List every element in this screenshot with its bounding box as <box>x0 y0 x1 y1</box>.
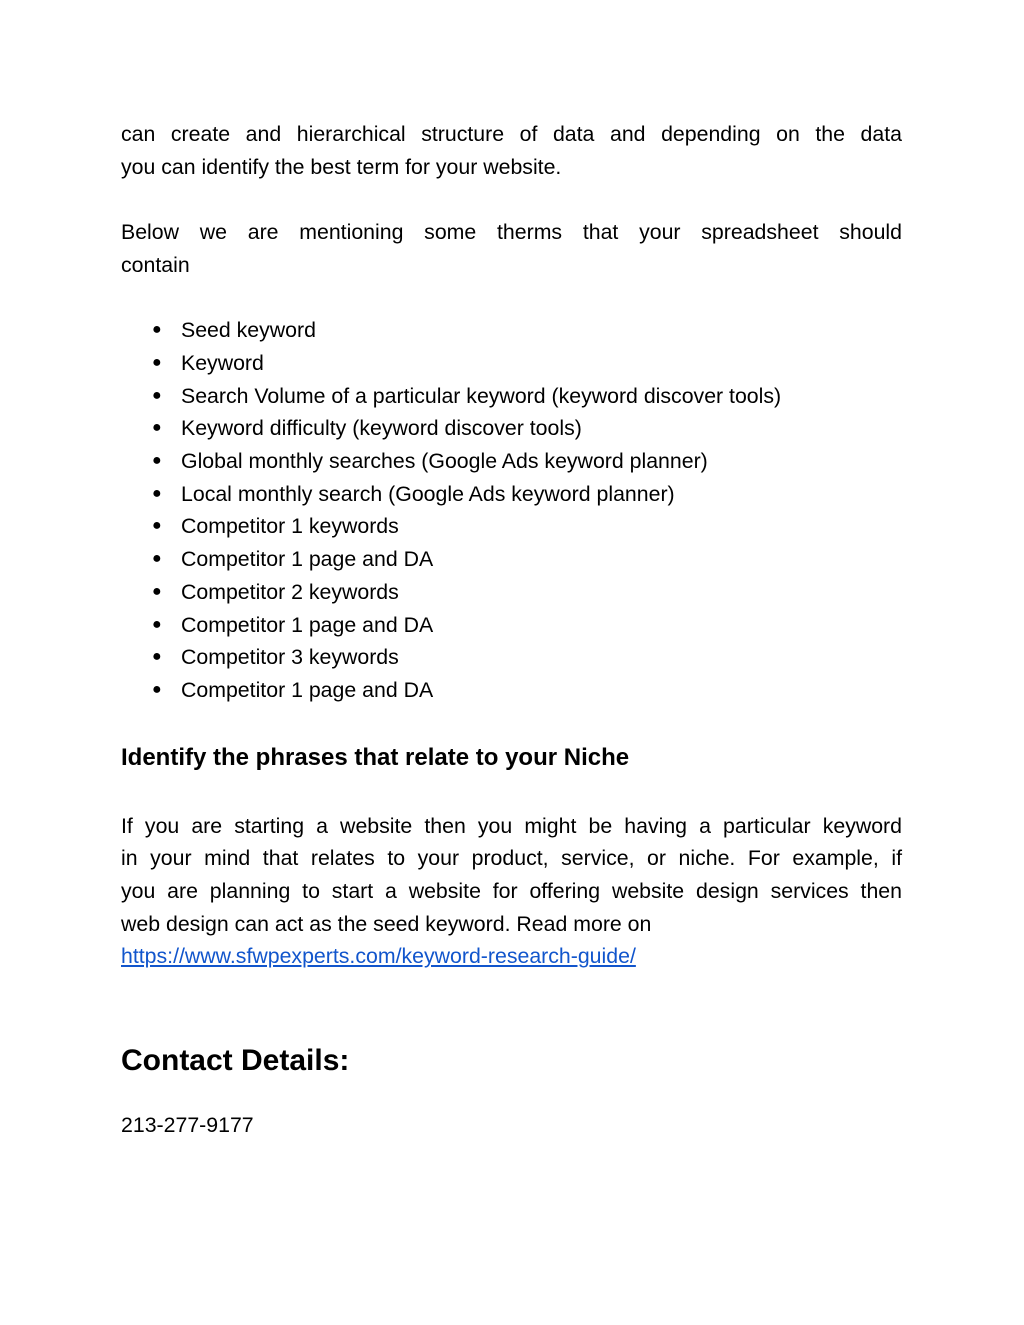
bullet-icon: ● <box>152 452 162 469</box>
page-content <box>121 118 902 1142</box>
spreadsheet-terms-list <box>121 314 902 706</box>
list-item-text: Competitor 3 keywords <box>181 645 399 670</box>
niche-line-1: If you are starting a website then you might be having a particular keyword <box>121 813 902 838</box>
list-intro-line-1: Below we are mentioning some therms that your spreadsheet should <box>121 220 902 245</box>
spacer <box>121 707 902 740</box>
spacer <box>121 973 902 1039</box>
niche-link-line <box>121 940 902 973</box>
list-item-text: Keyword difficulty (keyword discover tools) <box>181 416 582 441</box>
list-item-text: Competitor 1 page and DA <box>181 612 434 637</box>
contact-phone: 213-277-9177 <box>121 1113 254 1138</box>
bullet-icon: ● <box>152 386 162 404</box>
spacer <box>121 183 902 216</box>
bullet-icon: ● <box>152 550 162 568</box>
bullet-icon: ● <box>152 484 162 502</box>
bullet-icon: ● <box>152 419 162 437</box>
bullet-icon: ● <box>152 582 162 600</box>
bullet-icon: ● <box>152 517 162 535</box>
list-item-text: Competitor 1 page and DA <box>181 547 434 572</box>
list-item-text: Local monthly search (Google Ads keyword planner) <box>181 481 675 506</box>
bullet-icon: ● <box>152 680 162 698</box>
intro-line-1: can create and hierarchical structure of data and depending on the data <box>121 122 902 146</box>
list-item <box>121 576 902 609</box>
list-item-text: Seed keyword <box>181 318 316 343</box>
list-item <box>121 609 902 642</box>
list-item-text: Competitor 1 page and DA <box>181 677 434 702</box>
list-item-text: Keyword <box>181 350 264 375</box>
list-item <box>121 347 902 380</box>
list-intro-line-2: contain <box>121 252 190 277</box>
spacer <box>121 282 902 315</box>
list-item <box>121 314 902 347</box>
niche-line-2: in your mind that relates to your product, service, or niche. For example, if <box>121 846 902 871</box>
bullet-icon: ● <box>152 353 162 371</box>
niche-heading: Identify the phrases that relate to your Niche <box>121 743 630 771</box>
list-item <box>121 543 902 576</box>
list-item <box>121 674 902 707</box>
list-item <box>121 478 902 511</box>
list-item <box>121 641 902 674</box>
niche-line-3: you are planning to start a website for offering website design services then <box>121 879 902 904</box>
list-item <box>121 412 902 445</box>
list-item-text: Competitor 2 keywords <box>181 579 399 604</box>
list-item <box>121 445 902 478</box>
spacer <box>121 776 902 810</box>
keyword-research-guide-link[interactable]: https://www.sfwpexperts.com/keyword-research-guide/ <box>121 944 636 969</box>
spacer <box>121 1083 902 1109</box>
contact-heading: Contact Details: <box>121 1044 350 1078</box>
list-item <box>121 510 902 543</box>
list-item <box>121 380 902 413</box>
bullet-icon: ● <box>152 321 162 339</box>
bullet-icon: ● <box>152 615 162 633</box>
list-item-text: Global monthly searches (Google Ads keyword planner) <box>181 449 708 473</box>
niche-line-4: web design can act as the seed keyword. Read more on <box>121 911 652 936</box>
list-item-text: Competitor 1 keywords <box>181 514 399 539</box>
bullet-icon: ● <box>152 648 162 666</box>
intro-line-2: you can identify the best term for your website. <box>121 154 562 179</box>
list-item-text: Search Volume of a particular keyword (keyword discover tools) <box>181 383 782 408</box>
